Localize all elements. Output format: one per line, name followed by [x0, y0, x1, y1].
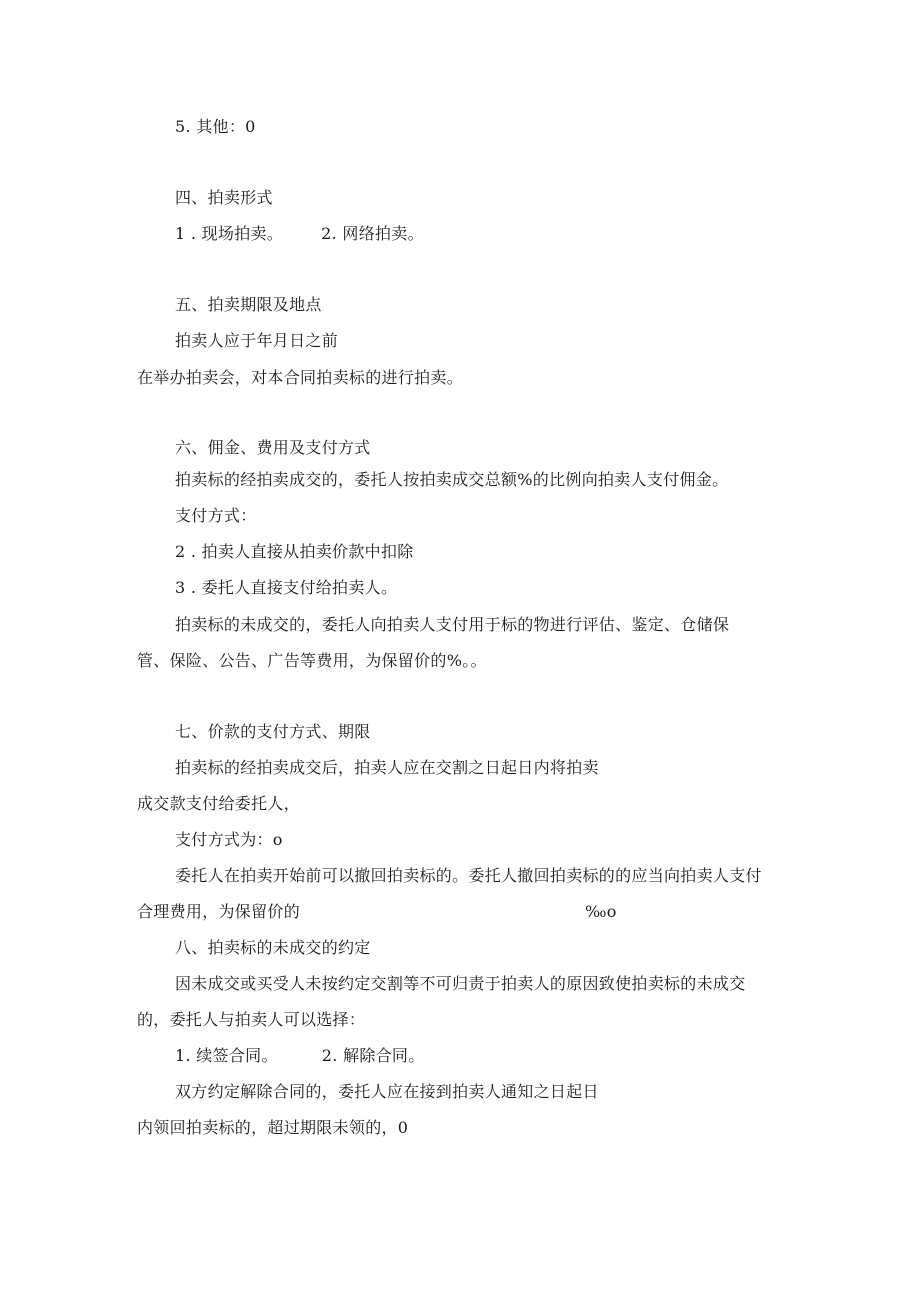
- list-item: 3 . 委托人直接支付给拍卖人。: [175, 578, 398, 597]
- paragraph-line: 委托人在拍卖开始前可以撤回拍卖标的。委托人撤回拍卖标的的应当向拍卖人支付: [175, 866, 762, 885]
- paragraph-line: 成交款支付给委托人，: [137, 794, 301, 813]
- paragraph-line: 拍卖标的经拍卖成交的，委托人按拍卖成交总额%的比例向拍卖人支付佣金。: [175, 470, 729, 489]
- section-heading-7: 七、价款的支付方式、期限: [175, 722, 371, 741]
- section-heading-5: 五、拍卖期限及地点: [175, 295, 322, 314]
- section-heading-8: 八、拍卖标的未成交的约定: [175, 938, 371, 957]
- section-heading-4: 四、拍卖形式: [175, 188, 273, 207]
- paragraph-line: 拍卖标的经拍卖成交后，拍卖人应在交割之日起日内将拍卖: [175, 758, 599, 777]
- section-heading-6: 六、佣金、费用及支付方式: [175, 438, 371, 457]
- paragraph-line: 拍卖标的未成交的，委托人向拍卖人支付用于标的物进行评估、鉴定、仓储保: [175, 615, 730, 634]
- list-item: 2 . 拍卖人直接从拍卖价款中扣除: [175, 542, 414, 561]
- paragraph-line: 管、保险、公告、广告等费用，为保留价的%。。: [137, 651, 487, 670]
- paragraph-line: [137, 902, 777, 922]
- option-terminate: 2. 解除合同。: [321, 1046, 425, 1065]
- paragraph-line: 在举办拍卖会，对本合同拍卖标的进行拍卖。: [137, 368, 464, 387]
- option-onsite: 1 . 现场拍卖。: [175, 224, 284, 243]
- contract-options: [175, 1046, 425, 1066]
- paragraph-line: 拍卖人应于年月日之前: [175, 331, 339, 350]
- paragraph-line: 因未成交或买受人未按约定交割等不可归责于拍卖人的原因致使拍卖标的未成交: [175, 974, 746, 993]
- option-online: 2. 网络拍卖。: [321, 224, 424, 243]
- fee-text: 合理费用，为保留价的: [137, 902, 301, 921]
- option-renew: 1. 续签合同。: [175, 1046, 278, 1065]
- permille-mark: ‰o: [585, 902, 617, 921]
- paragraph-line: 支付方式：: [175, 506, 257, 525]
- paragraph-line: 内领回拍卖标的，超过期限未领的，0: [137, 1118, 409, 1137]
- paragraph-line: 支付方式为：o: [175, 830, 283, 849]
- paragraph-line: 双方约定解除合同的，委托人应在接到拍卖人通知之日起日: [175, 1082, 599, 1101]
- paragraph-line: 的，委托人与拍卖人可以选择：: [137, 1010, 366, 1029]
- clause-other: 5. 其他：0: [175, 117, 256, 136]
- auction-form-options: [175, 224, 424, 244]
